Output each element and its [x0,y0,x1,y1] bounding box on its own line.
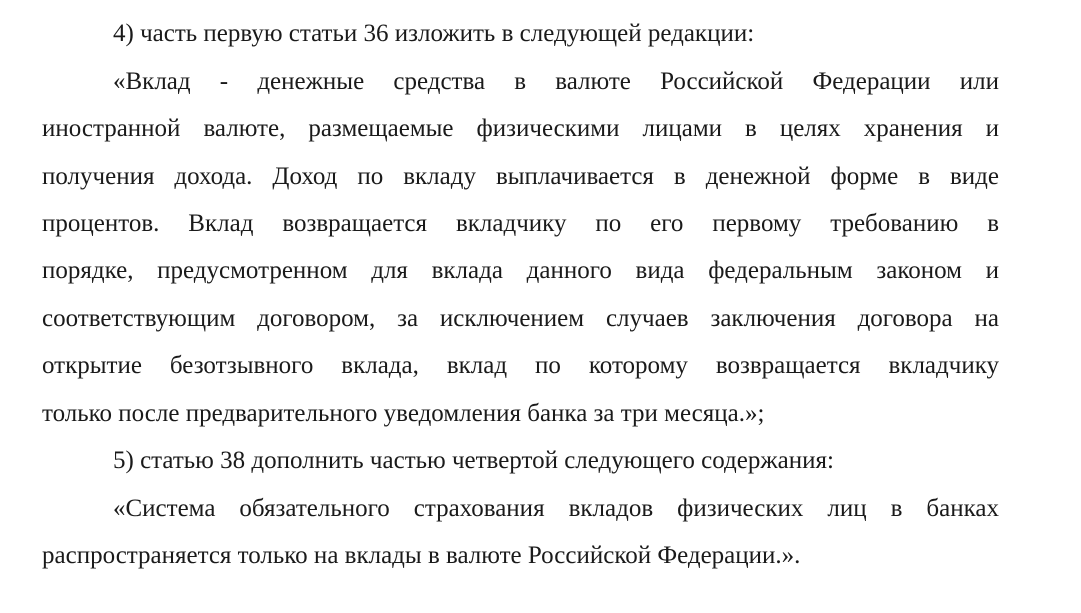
text-line: порядке, предусмотренном для вклада данного вида федеральным законом и [42,257,999,284]
text-line: только после предварительного уведомления банка за три месяца.»; [42,400,765,427]
text-line: распространяется только на вклады в валюте Российской Федерации.». [42,542,801,569]
text-line: получения дохода. Доход по вкладу выплачивается в денежной форме в виде [42,163,999,190]
item-5-heading: 5) статью 38 дополнить частью четвертой следующего содержания: [113,447,834,474]
text-line: «Вклад - денежные средства в валюте Российской Федерации или [113,68,999,95]
text-line: иностранной валюте, размещаемые физическими лицами в целях хранения и [42,115,999,142]
text-line: «Система обязательного страхования вкладов физических лиц в банках [113,495,999,522]
text-line: открытие безотзывного вклада, вклад по которому возвращается вкладчику [42,352,999,379]
item-4-heading: 4) часть первую статьи 36 изложить в следующей редакции: [113,20,755,47]
text-line: соответствующим договором, за исключением случаев заключения договора на [42,305,999,332]
text-line: процентов. Вклад возвращается вкладчику по его первому требованию в [42,210,999,237]
